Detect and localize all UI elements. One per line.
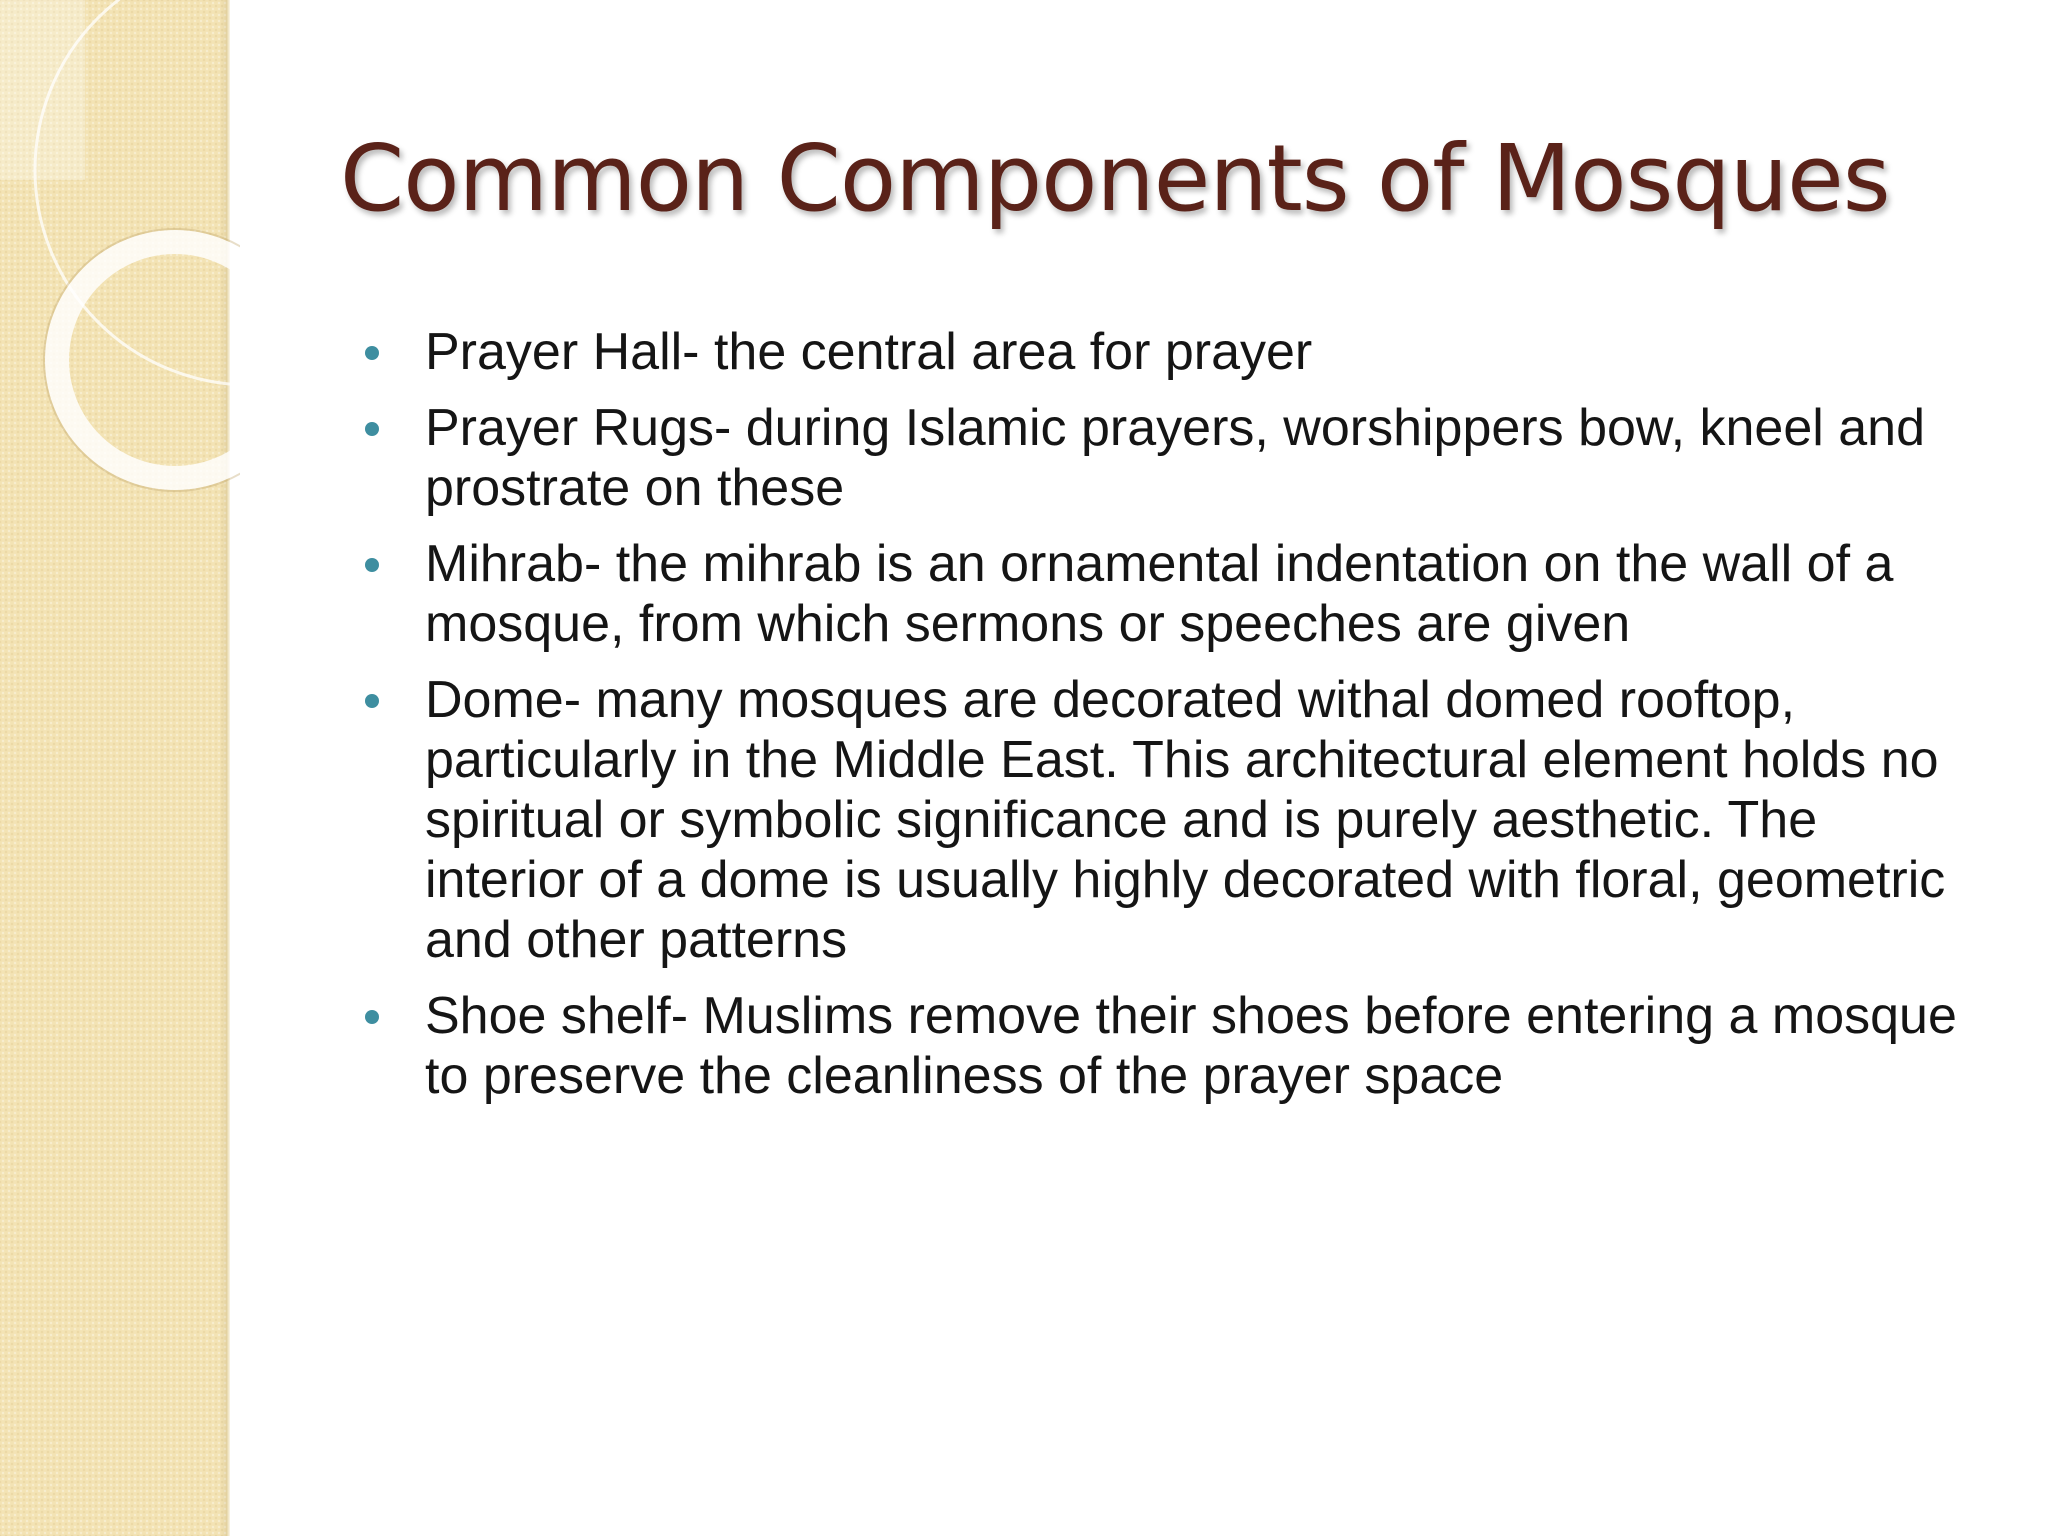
bullet-text: Dome- many mosques are decorated withal domed rooftop, particularly in the Middle East. This architectural element holds no spiritual or symbolic significance and is purely aesthetic. The interior of a dome is usually highly decorated with floral, geometric and other patterns <box>425 671 1946 969</box>
bullet-item <box>365 986 1985 1106</box>
slide-title: Common Components of Mosques <box>340 125 1890 232</box>
bullet-dot-icon <box>365 346 379 360</box>
bullet-dot-icon <box>365 694 379 708</box>
bullet-list <box>365 322 1985 1122</box>
decorative-rings <box>0 0 240 520</box>
bullet-dot-icon <box>365 422 379 436</box>
bullet-text: Shoe shelf- Muslims remove their shoes before entering a mosque to preserve the cleanliness of the prayer space <box>425 987 1957 1105</box>
ornament-ring-shadow <box>44 229 240 491</box>
bullet-text: Mihrab- the mihrab is an ornamental indentation on the wall of a mosque, from which sermons or speeches are given <box>425 535 1894 653</box>
bullet-text: Prayer Rugs- during Islamic prayers, worshippers bow, kneel and prostrate on these <box>425 399 1926 517</box>
bullet-item <box>365 398 1985 518</box>
bullet-text: Prayer Hall- the central area for prayer <box>425 323 1313 381</box>
bullet-dot-icon <box>365 558 379 572</box>
bullet-item <box>365 670 1985 970</box>
bullet-item <box>365 322 1985 382</box>
bullet-dot-icon <box>365 1010 379 1024</box>
ornament-pale-square <box>0 0 85 180</box>
bullet-item <box>365 534 1985 654</box>
